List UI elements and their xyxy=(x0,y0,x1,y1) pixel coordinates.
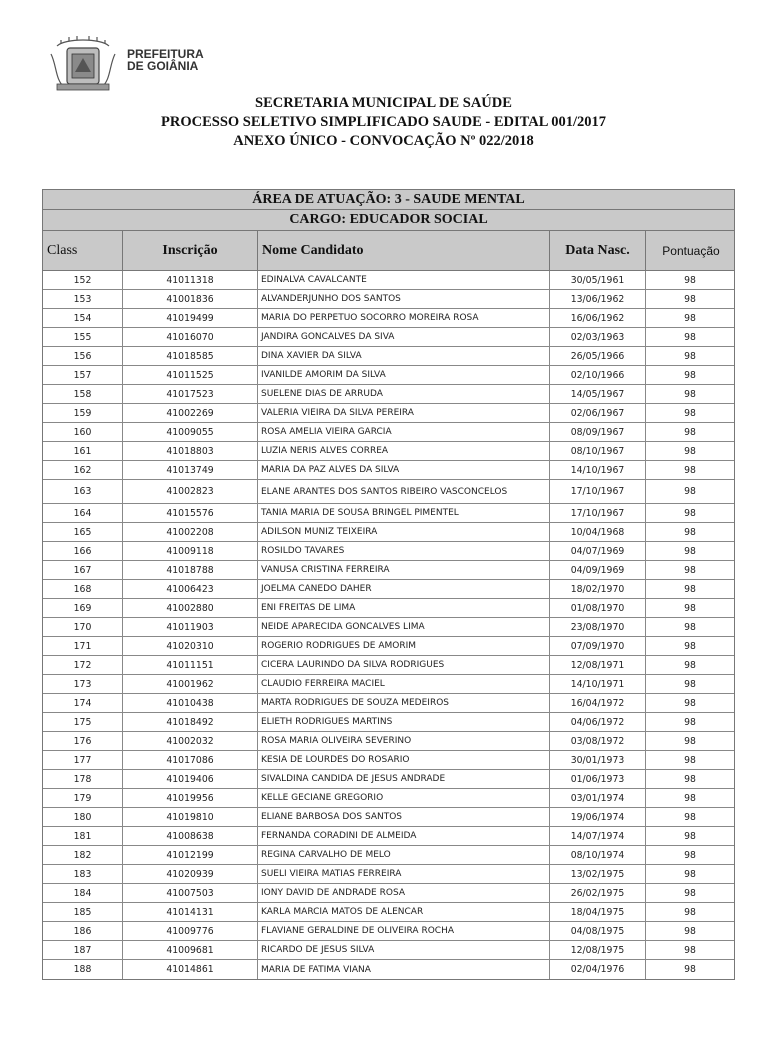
table-row xyxy=(43,637,734,656)
cell-pontuacao: 98 xyxy=(684,388,696,400)
cell-nome: ROGERIO RODRIGUES DE AMORIM xyxy=(258,637,550,655)
table-row xyxy=(43,675,734,694)
cell-nome: ROSILDO TAVARES xyxy=(258,542,550,560)
cell-data: 01/08/1970 xyxy=(550,599,646,617)
cell-inscricao: 41020939 xyxy=(123,865,258,883)
table-row xyxy=(43,808,734,827)
cell-inscricao: 41009118 xyxy=(123,542,258,560)
cell-nome: JOELMA CANEDO DAHER xyxy=(258,580,550,598)
table-row xyxy=(43,865,734,884)
cell-inscricao: 41002823 xyxy=(123,480,258,503)
cell-nome: MARTA RODRIGUES DE SOUZA MEDEIROS xyxy=(258,694,550,712)
table-row xyxy=(43,504,734,523)
cell-class: 179 xyxy=(43,789,123,807)
cell-class: 186 xyxy=(43,922,123,940)
cell-inscricao: 41002032 xyxy=(123,732,258,750)
cell-class: 172 xyxy=(43,656,123,674)
table-row xyxy=(43,328,734,347)
cell-pontuacao: 98 xyxy=(684,312,696,324)
cell-data: 03/01/1974 xyxy=(550,789,646,807)
table-row xyxy=(43,694,734,713)
cell-nome: ALVANDERJUNHO DOS SANTOS xyxy=(258,290,550,308)
cell-data: 10/04/1968 xyxy=(550,523,646,541)
cell-data: 18/04/1975 xyxy=(550,903,646,921)
cell-nome: ELIETH RODRIGUES MARTINS xyxy=(258,713,550,731)
cell-nome: MARIA DE FATIMA VIANA xyxy=(258,960,550,979)
title-secretaria: SECRETARIA MUNICIPAL DE SAÚDE xyxy=(255,95,512,111)
table-row xyxy=(43,480,734,504)
cell-data: 08/09/1967 xyxy=(550,423,646,441)
cell-nome: SIVALDINA CANDIDA DE JESUS ANDRADE xyxy=(258,770,550,788)
cell-inscricao: 41011525 xyxy=(123,366,258,384)
cell-pontuacao: 98 xyxy=(684,716,696,728)
cell-data: 30/01/1973 xyxy=(550,751,646,769)
cell-nome: EDINALVA CAVALCANTE xyxy=(258,271,550,289)
cell-nome: CLAUDIO FERREIRA MACIEL xyxy=(258,675,550,693)
cell-pontuacao: 98 xyxy=(684,830,696,842)
cell-nome: ENI FREITAS DE LIMA xyxy=(258,599,550,617)
logo-line-1: PREFEITURA xyxy=(127,47,204,61)
cell-data: 02/06/1967 xyxy=(550,404,646,422)
cell-class: 185 xyxy=(43,903,123,921)
cell-pontuacao: 98 xyxy=(684,350,696,362)
candidates-table xyxy=(42,189,735,980)
cell-pontuacao: 98 xyxy=(684,407,696,419)
table-row xyxy=(43,618,734,637)
cell-inscricao: 41018585 xyxy=(123,347,258,365)
cell-class: 168 xyxy=(43,580,123,598)
cell-data: 16/06/1962 xyxy=(550,309,646,327)
table-row xyxy=(43,713,734,732)
cell-nome: CICERA LAURINDO DA SILVA RODRIGUES xyxy=(258,656,550,674)
cell-inscricao: 41011903 xyxy=(123,618,258,636)
cell-data: 02/03/1963 xyxy=(550,328,646,346)
cell-pontuacao: 98 xyxy=(684,331,696,343)
cell-nome: FERNANDA CORADINI DE ALMEIDA xyxy=(258,827,550,845)
table-row xyxy=(43,599,734,618)
cell-nome: MARIA DA PAZ ALVES DA SILVA xyxy=(258,461,550,479)
cell-class: 153 xyxy=(43,290,123,308)
cell-class: 184 xyxy=(43,884,123,902)
header-pontuacao: Pontuação xyxy=(662,243,720,258)
logo-line-2: DE GOIÂNIA xyxy=(127,59,199,73)
cell-nome: RICARDO DE JESUS SILVA xyxy=(258,941,550,959)
cell-nome: JANDIRA GONCALVES DA SIVA xyxy=(258,328,550,346)
cell-pontuacao: 98 xyxy=(684,507,696,519)
cell-pontuacao: 98 xyxy=(684,773,696,785)
cell-data: 17/10/1967 xyxy=(550,480,646,503)
cell-class: 162 xyxy=(43,461,123,479)
cell-inscricao: 41001836 xyxy=(123,290,258,308)
table-row xyxy=(43,423,734,442)
cell-inscricao: 41011318 xyxy=(123,271,258,289)
table-header xyxy=(42,231,735,271)
cell-pontuacao: 98 xyxy=(684,678,696,690)
cell-class: 158 xyxy=(43,385,123,403)
cell-class: 164 xyxy=(43,504,123,522)
cell-data: 12/08/1971 xyxy=(550,656,646,674)
cell-pontuacao: 98 xyxy=(684,964,696,975)
table-row xyxy=(43,385,734,404)
prefeitura-logo xyxy=(47,36,207,92)
cell-pontuacao: 98 xyxy=(684,640,696,652)
cell-class: 187 xyxy=(43,941,123,959)
cell-nome: REGINA CARVALHO DE MELO xyxy=(258,846,550,864)
area-band: ÁREA DE ATUAÇÃO: 3 - SAUDE MENTAL xyxy=(42,189,735,210)
cell-inscricao: 41018788 xyxy=(123,561,258,579)
cell-data: 13/02/1975 xyxy=(550,865,646,883)
table-row xyxy=(43,442,734,461)
cell-nome: VANUSA CRISTINA FERREIRA xyxy=(258,561,550,579)
table-row xyxy=(43,561,734,580)
cell-class: 155 xyxy=(43,328,123,346)
title-anexo: ANEXO ÚNICO - CONVOCAÇÃO Nº 022/2018 xyxy=(233,133,534,149)
cell-data: 04/09/1969 xyxy=(550,561,646,579)
cell-class: 188 xyxy=(43,960,123,979)
cell-pontuacao: 98 xyxy=(684,369,696,381)
cell-class: 157 xyxy=(43,366,123,384)
cell-pontuacao: 98 xyxy=(684,426,696,438)
cell-data: 07/09/1970 xyxy=(550,637,646,655)
cell-class: 163 xyxy=(43,480,123,503)
cell-pontuacao: 98 xyxy=(684,274,696,286)
cell-inscricao: 41006423 xyxy=(123,580,258,598)
cell-inscricao: 41017523 xyxy=(123,385,258,403)
cell-pontuacao: 98 xyxy=(684,868,696,880)
cell-nome: KARLA MARCIA MATOS DE ALENCAR xyxy=(258,903,550,921)
document-header xyxy=(0,94,767,151)
cell-nome: DINA XAVIER DA SILVA xyxy=(258,347,550,365)
cell-nome: MARIA DO PERPETUO SOCORRO MOREIRA ROSA xyxy=(258,309,550,327)
cell-pontuacao: 98 xyxy=(684,564,696,576)
cell-nome: FLAVIANE GERALDINE DE OLIVEIRA ROCHA xyxy=(258,922,550,940)
table-row xyxy=(43,271,734,290)
cell-class: 152 xyxy=(43,271,123,289)
table-row xyxy=(43,922,734,941)
cell-data: 12/08/1975 xyxy=(550,941,646,959)
cell-inscricao: 41012199 xyxy=(123,846,258,864)
cell-data: 04/06/1972 xyxy=(550,713,646,731)
cell-inscricao: 41019499 xyxy=(123,309,258,327)
cell-class: 176 xyxy=(43,732,123,750)
cell-class: 161 xyxy=(43,442,123,460)
cell-pontuacao: 98 xyxy=(684,445,696,457)
cell-class: 165 xyxy=(43,523,123,541)
cell-class: 159 xyxy=(43,404,123,422)
cell-data: 14/07/1974 xyxy=(550,827,646,845)
cell-nome: ROSA AMELIA VIEIRA GARCIA xyxy=(258,423,550,441)
header-class: Class xyxy=(43,231,123,270)
cell-pontuacao: 98 xyxy=(684,602,696,614)
table-row xyxy=(43,827,734,846)
cell-pontuacao: 98 xyxy=(684,754,696,766)
cell-data: 02/10/1966 xyxy=(550,366,646,384)
cell-class: 171 xyxy=(43,637,123,655)
cell-data: 04/08/1975 xyxy=(550,922,646,940)
table-row xyxy=(43,751,734,770)
cell-data: 08/10/1974 xyxy=(550,846,646,864)
cell-data: 03/08/1972 xyxy=(550,732,646,750)
cell-pontuacao: 98 xyxy=(684,621,696,633)
table-row xyxy=(43,290,734,309)
cell-nome: SUELENE DIAS DE ARRUDA xyxy=(258,385,550,403)
cell-nome: NEIDE APARECIDA GONCALVES LIMA xyxy=(258,618,550,636)
cell-nome: ADILSON MUNIZ TEIXEIRA xyxy=(258,523,550,541)
cell-class: 167 xyxy=(43,561,123,579)
cell-data: 26/02/1975 xyxy=(550,884,646,902)
cell-pontuacao: 98 xyxy=(684,944,696,956)
table-row xyxy=(43,732,734,751)
table-row xyxy=(43,846,734,865)
cell-data: 13/06/1962 xyxy=(550,290,646,308)
table-body xyxy=(42,271,735,980)
cell-pontuacao: 98 xyxy=(684,526,696,538)
cell-nome: SUELI VIEIRA MATIAS FERREIRA xyxy=(258,865,550,883)
cell-inscricao: 41001962 xyxy=(123,675,258,693)
cell-nome: IVANILDE AMORIM DA SILVA xyxy=(258,366,550,384)
cell-data: 23/08/1970 xyxy=(550,618,646,636)
table-row xyxy=(43,884,734,903)
table-row xyxy=(43,580,734,599)
cell-pontuacao: 98 xyxy=(684,697,696,709)
table-row xyxy=(43,960,734,979)
cell-class: 178 xyxy=(43,770,123,788)
cell-pontuacao: 98 xyxy=(684,659,696,671)
cell-inscricao: 41014861 xyxy=(123,960,258,979)
cell-pontuacao: 98 xyxy=(684,545,696,557)
cell-class: 154 xyxy=(43,309,123,327)
logo-text xyxy=(127,48,204,72)
cell-inscricao: 41010438 xyxy=(123,694,258,712)
cell-pontuacao: 98 xyxy=(684,293,696,305)
cell-inscricao: 41014131 xyxy=(123,903,258,921)
cell-inscricao: 41016070 xyxy=(123,328,258,346)
table-row xyxy=(43,770,734,789)
cell-data: 14/10/1967 xyxy=(550,461,646,479)
cell-pontuacao: 98 xyxy=(684,906,696,918)
cell-pontuacao: 98 xyxy=(684,811,696,823)
table-row xyxy=(43,404,734,423)
table-row xyxy=(43,309,734,328)
cell-pontuacao: 98 xyxy=(684,735,696,747)
cell-class: 173 xyxy=(43,675,123,693)
cell-inscricao: 41019406 xyxy=(123,770,258,788)
cell-class: 177 xyxy=(43,751,123,769)
header-data: Data Nasc. xyxy=(550,231,646,270)
cell-data: 08/10/1967 xyxy=(550,442,646,460)
cell-data: 18/02/1970 xyxy=(550,580,646,598)
cell-pontuacao: 98 xyxy=(684,486,696,497)
cell-nome: LUZIA NERIS ALVES CORREA xyxy=(258,442,550,460)
coat-of-arms-icon xyxy=(47,36,119,92)
cell-nome: KELLE GECIANE GREGORIO xyxy=(258,789,550,807)
cell-inscricao: 41007503 xyxy=(123,884,258,902)
cell-class: 183 xyxy=(43,865,123,883)
cell-class: 182 xyxy=(43,846,123,864)
cell-inscricao: 41009055 xyxy=(123,423,258,441)
cell-nome: TANIA MARIA DE SOUSA BRINGEL PIMENTEL xyxy=(258,504,550,522)
cell-class: 181 xyxy=(43,827,123,845)
cell-inscricao: 41013749 xyxy=(123,461,258,479)
cell-class: 166 xyxy=(43,542,123,560)
cell-pontuacao: 98 xyxy=(684,583,696,595)
table-row xyxy=(43,347,734,366)
cell-data: 26/05/1966 xyxy=(550,347,646,365)
cell-class: 169 xyxy=(43,599,123,617)
cell-inscricao: 41019810 xyxy=(123,808,258,826)
cell-data: 14/10/1971 xyxy=(550,675,646,693)
cell-nome: KESIA DE LOURDES DO ROSARIO xyxy=(258,751,550,769)
cell-nome: IONY DAVID DE ANDRADE ROSA xyxy=(258,884,550,902)
cell-inscricao: 41009776 xyxy=(123,922,258,940)
cell-inscricao: 41008638 xyxy=(123,827,258,845)
cell-inscricao: 41019956 xyxy=(123,789,258,807)
table-row xyxy=(43,656,734,675)
cell-nome: ELIANE BARBOSA DOS SANTOS xyxy=(258,808,550,826)
cell-data: 19/06/1974 xyxy=(550,808,646,826)
cell-pontuacao: 98 xyxy=(684,464,696,476)
cell-inscricao: 41002269 xyxy=(123,404,258,422)
cell-data: 16/04/1972 xyxy=(550,694,646,712)
cell-data: 01/06/1973 xyxy=(550,770,646,788)
cargo-band: CARGO: EDUCADOR SOCIAL xyxy=(42,210,735,231)
cell-inscricao: 41017086 xyxy=(123,751,258,769)
cell-inscricao: 41002880 xyxy=(123,599,258,617)
cell-inscricao: 41020310 xyxy=(123,637,258,655)
cell-class: 160 xyxy=(43,423,123,441)
cell-nome: ELANE ARANTES DOS SANTOS RIBEIRO VASCONCELOS xyxy=(258,480,550,503)
cell-class: 170 xyxy=(43,618,123,636)
cell-data: 14/05/1967 xyxy=(550,385,646,403)
cell-data: 02/04/1976 xyxy=(550,960,646,979)
cell-inscricao: 41018492 xyxy=(123,713,258,731)
table-row xyxy=(43,903,734,922)
cell-inscricao: 41011151 xyxy=(123,656,258,674)
cell-data: 30/05/1961 xyxy=(550,271,646,289)
title-processo: PROCESSO SELETIVO SIMPLIFICADO SAUDE - EDITAL 001/2017 xyxy=(161,114,606,130)
cell-pontuacao: 98 xyxy=(684,887,696,899)
table-row xyxy=(43,542,734,561)
cell-nome: VALERIA VIEIRA DA SILVA PEREIRA xyxy=(258,404,550,422)
cell-nome: ROSA MARIA OLIVEIRA SEVERINO xyxy=(258,732,550,750)
table-row xyxy=(43,523,734,542)
cell-pontuacao: 98 xyxy=(684,792,696,804)
cell-class: 174 xyxy=(43,694,123,712)
header-nome: Nome Candidato xyxy=(258,231,550,270)
cell-class: 180 xyxy=(43,808,123,826)
cell-class: 175 xyxy=(43,713,123,731)
table-row xyxy=(43,461,734,480)
cell-pontuacao: 98 xyxy=(684,925,696,937)
table-row xyxy=(43,789,734,808)
cell-pontuacao: 98 xyxy=(684,849,696,861)
table-row xyxy=(43,941,734,960)
cell-inscricao: 41002208 xyxy=(123,523,258,541)
cell-inscricao: 41015576 xyxy=(123,504,258,522)
cell-inscricao: 41018803 xyxy=(123,442,258,460)
cell-data: 17/10/1967 xyxy=(550,504,646,522)
cell-data: 04/07/1969 xyxy=(550,542,646,560)
table-row xyxy=(43,366,734,385)
header-inscricao: Inscrição xyxy=(123,231,258,270)
cell-class: 156 xyxy=(43,347,123,365)
cell-inscricao: 41009681 xyxy=(123,941,258,959)
